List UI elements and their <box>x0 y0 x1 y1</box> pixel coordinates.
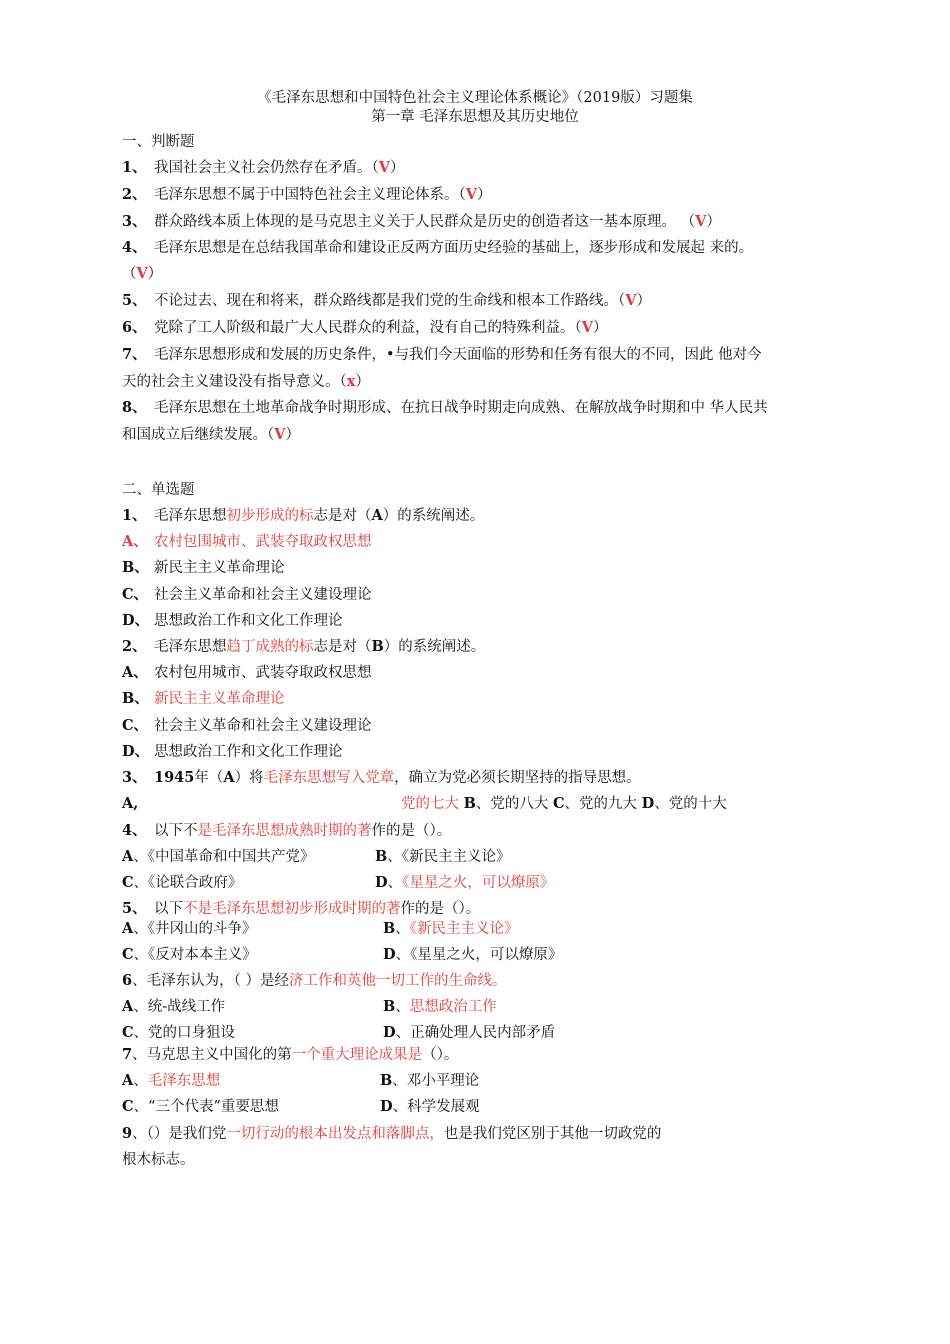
section2-heading: 二、单选题 <box>122 482 195 498</box>
answer-letter: B <box>371 638 384 655</box>
option-a: A、毛泽东思想 <box>122 1072 221 1089</box>
question-2: 2、 毛泽东思想趋丁成熟的标志是对（B）的系统阐述。 <box>122 638 486 655</box>
option-a: A、统-战线工作 <box>122 998 226 1015</box>
judgment-item: 2、 毛泽东思想不属于中国特色社会主义理论体系。（V） <box>122 186 492 203</box>
option-b: B、《新民主主义论》 <box>375 848 511 865</box>
option-b: B、 新民主主义革命理论 <box>122 690 285 707</box>
option-d: D、《星星之火，可以燎原》 <box>375 874 555 891</box>
question-3-option-a: A, <box>122 795 139 812</box>
question-1: 1、 毛泽东思想初步形成的标志是对（A）的系统阐述。 <box>122 507 485 524</box>
answer-mark: V <box>136 265 148 282</box>
judgment-item: 3、 群众路线本质上体现的是马克思主义关于人民群众是历史的创造者这一基本原理。 （V） <box>122 213 721 230</box>
option-c: C、 社会主义革命和社会主义建设理论 <box>122 586 372 603</box>
option-b: B、思想政治工作 <box>383 998 497 1015</box>
judgment-item: 6、 党除了工人阶级和最广大人民群众的利益，没有自己的特殊利益。（V） <box>122 319 608 336</box>
judgment-item: 4、 毛泽东思想是在总结我国革命和建设正反两方面历史经验的基础上，逐步形成和发展起 来的。 <box>122 239 754 256</box>
question-7: 7、马克思主义中国化的第一个重大理论成果是（）。 <box>122 1046 459 1063</box>
judgment-item-continued: 和国成立后继续发展。（V） <box>122 426 301 443</box>
option-c: C、“三个代表”重要思想 <box>122 1098 279 1115</box>
question-6: 6、毛泽东认为，（ ）是经济工作和英他一切工作的生命线。 <box>122 972 507 989</box>
answer-letter: A <box>371 507 383 524</box>
question-9: 9、（）是我们党一切行动的根本出发点和落脚点，也是我们党区别于其他一切政党的 <box>122 1125 662 1142</box>
option-a: A、《井冈山的斗争》 <box>122 920 257 937</box>
chapter-title: 第一章 毛泽东思想及其历史地位 <box>371 109 579 125</box>
option-a: A、 农村包用城市、武装夺取政权思想 <box>122 664 372 681</box>
answer-mark: V <box>581 319 594 336</box>
option-a: A、 农村包围城市、武装夺取政权思想 <box>122 533 372 550</box>
question-4: 4、 以下不是毛泽东思想成熟时期的著作的是（）。 <box>122 822 452 839</box>
option-c: C、党的口身狙设 <box>122 1024 236 1041</box>
question-3-options: 党的七大 B、党的八大 C、党的九大 D、党的十大 <box>401 795 727 812</box>
answer-letter: A <box>223 769 235 786</box>
option-d: D、正确处理人民内部矛盾 <box>383 1024 556 1041</box>
option-a: A、《中国革命和中国共产党》 <box>122 848 315 865</box>
answer-mark: V <box>274 426 286 443</box>
option-d: D、 思想政治工作和文化工作理论 <box>122 612 343 629</box>
document-title: 《毛泽东思想和中国特色社会主义理论体系概论》（2019版）习题集 <box>257 90 693 106</box>
option-d: D、科学发展观 <box>380 1098 480 1115</box>
judgment-item-continued: （V） <box>122 265 163 282</box>
answer-mark: x <box>346 373 356 390</box>
option-b: B、《新民主主义论》 <box>383 920 519 937</box>
judgment-item: 8、 毛泽东思想在土地革命战争时期形成、在抗日战争时期走向成熟、在解放战争时期和中 华人民共 <box>122 399 768 416</box>
option-c: C、《论联合政府》 <box>122 874 243 891</box>
option-d: D、《星星之火，可以燎原》 <box>383 946 563 963</box>
answer-mark: V <box>695 213 707 230</box>
question-5: 5、 以下不是毛泽东思想初步形成时期的著作的是（）。 <box>122 900 481 917</box>
judgment-item: 5、 不论过去、现在和将来，群众路线都是我们党的生命线和根本工作路线。（V） <box>122 292 652 309</box>
section1-heading: 一、判断题 <box>122 134 195 150</box>
question-9-continued: 根木标志。 <box>122 1152 195 1168</box>
question-3: 3、 1945年（A）将毛泽东思想写入党章，确立为党必须长期坚持的指导思想。 <box>122 769 641 786</box>
option-b: B、 新民主主义革命理论 <box>122 559 285 576</box>
answer-mark: V <box>378 159 391 176</box>
judgment-item: 1、 我国社会主义社会仍然存在矛盾。（V） <box>122 159 405 176</box>
option-d: D、 思想政治工作和文化工作理论 <box>122 743 343 760</box>
answer-mark: V <box>465 186 478 203</box>
judgment-item-continued: 天的社会主义建设没有指导意义。（x） <box>122 373 370 390</box>
answer-mark: V <box>625 292 637 309</box>
option-c: C、《反对本本主义》 <box>122 946 257 963</box>
option-b: B、邓小平理论 <box>380 1072 480 1089</box>
option-c: C、 社会主义革命和社会主义建设理论 <box>122 717 372 734</box>
judgment-item: 7、 毛泽东思想形成和发展的历史条件，•与我们今天面临的形势和任务有很大的不同，因此 他对今 <box>122 346 762 363</box>
